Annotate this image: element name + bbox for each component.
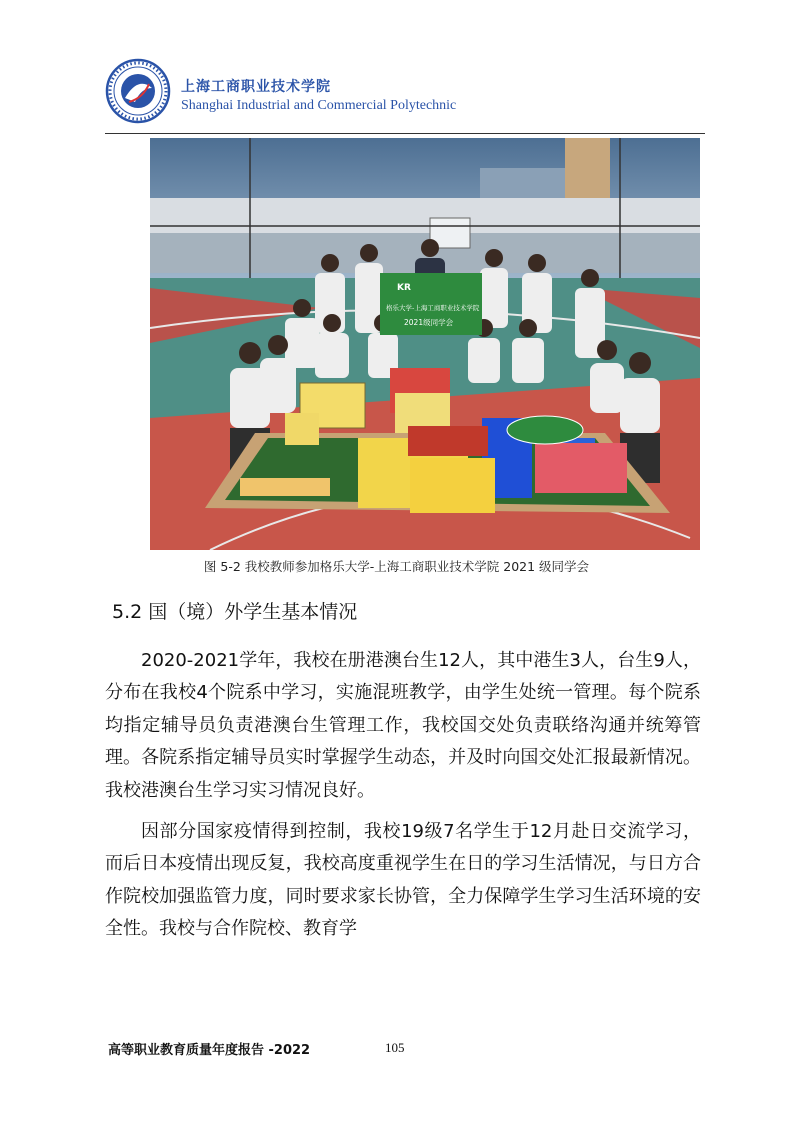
paragraph: 2020-2021学年，我校在册港澳台生12人，其中港生3人，台生9人，分布在我校4个院系中学习，实施混班教学，由学生处统一管理。每个院系均指定辅导员负责港澳台生管理工作，我校国交处负责联络沟通并统筹管理。各院系指定辅导员实时掌握学生动态，并及时向国交处汇报最新情况。我校港澳台生学习实习情况良好。 — [105, 650, 701, 801]
paragraph: 因部分国家疫情得到控制，我校19级7名学生于12月赴日交流学习，而后日本疫情出现反复，我校高度重视学生在日的学习生活情况，与日方合作院校加强监管力度，同时要求家长协管，全力保障学生学习生活环境的安全性。我校与合作院校、教育学 — [105, 821, 701, 940]
section-title: 5.2 国（境）外学生基本情况 — [112, 601, 358, 623]
figure-caption: 图 5-2 我校教师参加格乐大学-上海工商职业技术学院 2021 级同学会 — [203, 559, 590, 574]
banner-logo-text: KR — [397, 283, 411, 293]
school-logo — [105, 58, 171, 124]
page-header — [105, 54, 705, 134]
footer-report-title: 高等职业教育质量年度报告 -2022 — [108, 1043, 311, 1058]
banner-line-3: 2021级同学会 — [404, 318, 454, 327]
header-divider — [105, 133, 705, 134]
group-photo — [150, 138, 700, 550]
school-name-en: Shanghai Industrial and Commercial Polytechnic — [181, 98, 457, 113]
banner-line-2: 格乐大学-上海工商职业技术学院 — [386, 304, 480, 312]
page-number: 105 — [385, 1040, 405, 1055]
school-name-cn: 上海工商职业技术学院 — [181, 79, 331, 95]
section-body — [105, 645, 701, 955]
